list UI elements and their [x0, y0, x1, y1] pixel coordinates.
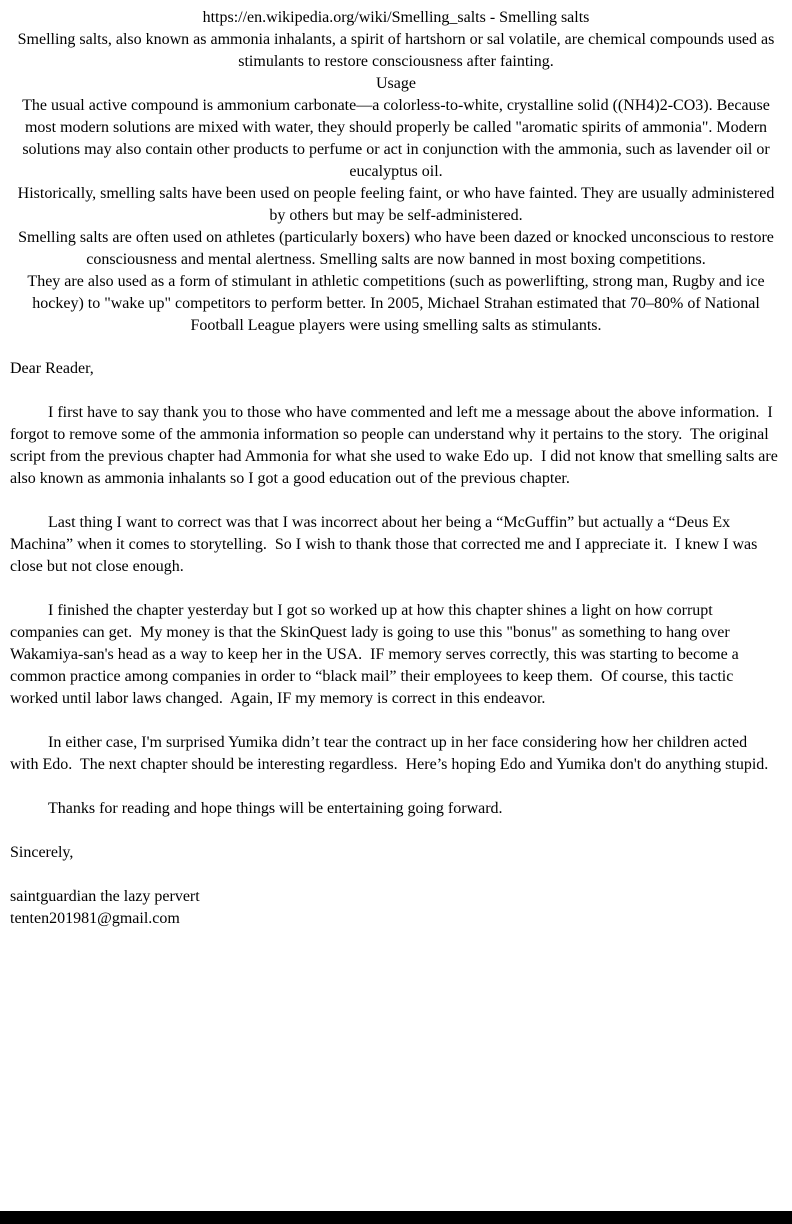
definition-text: Smelling salts, also known as ammonia inhalants, a spirit of hartshorn or sal volatile, are chemical compounds used as stimulants to restore consciousness after fainting.: [17, 31, 779, 70]
letter-paragraph: I finished the chapter yesterday but I got so worked up at how this chapter shines a light on how corrupt companies can get. My money is that the SkinQuest lady is going to use this "bonus" as something to hang over Wakamiya-san's head as a way to keep her in the USA. IF memory serves correctly, this was starting to become a common practice among companies in order to “black mail” their employees to keep them. Of course, this tactic worked until labor laws changed. Again, IF my memory is correct in this endeavor.: [10, 602, 743, 707]
email-address: tenten201981@gmail.com: [10, 910, 180, 927]
letter-paragraph: I first have to say thank you to those who have commented and left me a message about the above information. I forgot to remove some of the ammonia information so people can understand why it pertains to the story. The original script from the previous chapter had Ammonia for what she used to wake Edo up. I did not know that smelling salts are also known as ammonia inhalants so I got a good education out of the previous chapter.: [10, 404, 782, 487]
excerpt-paragraph: They are also used as a form of stimulant in athletic competitions (such as powerlifting, strong man, Rugby and ice hockey) to "wake up" competitors to perform better. In 2005, Michael Strahan estimated that 70–80% of National Football League players were using smelling salts as stimulants.: [27, 273, 769, 334]
wikipedia-excerpt: [0, 0, 792, 337]
excerpt-paragraph: Historically, smelling salts have been used on people feeling faint, or who have fainted. They are usually administered by others but may be self-administered.: [17, 185, 779, 224]
salutation: Dear Reader,: [10, 360, 94, 377]
letter-paragraph: In either case, I'm surprised Yumika didn’t tear the contract up in her face considering how her children acted with Edo. The next chapter should be interesting regardless. Here’s hoping Edo and Yumika don't do anything stupid.: [10, 734, 769, 773]
signature: saintguardian the lazy pervert: [10, 888, 200, 905]
author-letter: [0, 358, 792, 930]
closing: Sincerely,: [10, 844, 74, 861]
scan-artifact-bar: [0, 1211, 792, 1224]
source-url-line: https://en.wikipedia.org/wiki/Smelling_salts - Smelling salts: [202, 9, 590, 26]
excerpt-paragraph: Smelling salts are often used on athletes (particularly boxers) who have been dazed or knocked unconscious to restore consciousness and mental alertness. Smelling salts are now banned in most boxing competitions.: [18, 229, 778, 268]
letter-paragraph: Thanks for reading and hope things will be entertaining going forward.: [48, 800, 503, 817]
usage-heading: Usage: [376, 75, 416, 92]
excerpt-paragraph: The usual active compound is ammonium carbonate—a colorless-to-white, crystalline solid ((NH4)2-CO3). Because most modern solutions are mixed with water, they should properly be called "aromatic spirits of ammonia". Modern solutions may also contain other products to perfume or act in conjunction with the ammonia, such as lavender oil or eucalyptus oil.: [22, 97, 774, 180]
letter-paragraph: Last thing I want to correct was that I was incorrect about her being a “McGuffin” but actually a “Deus Ex Machina” when it comes to storytelling. So I wish to thank those that corrected me and I appreciate it. I knew I was close but not close enough.: [10, 514, 762, 575]
